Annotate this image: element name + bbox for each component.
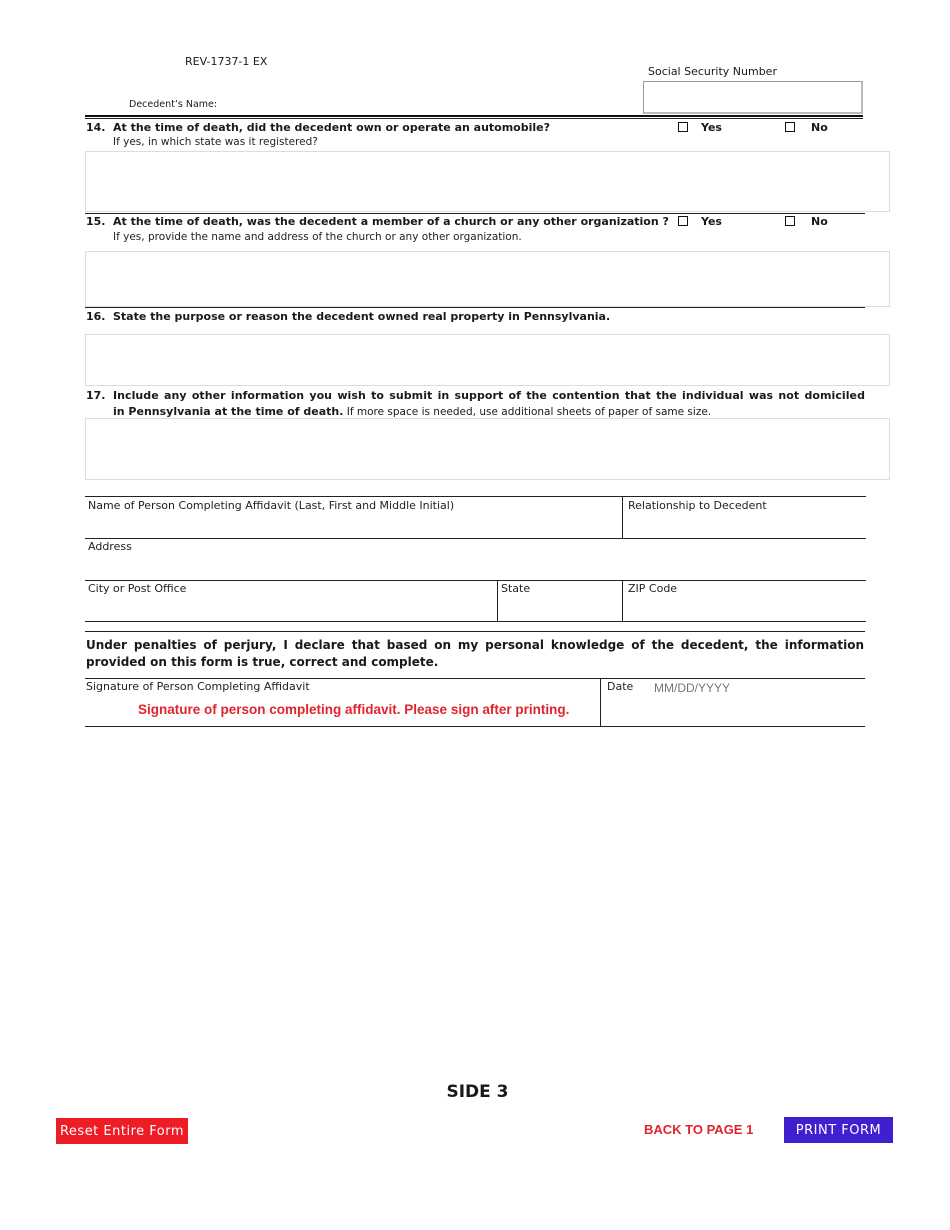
q14-rule	[85, 213, 865, 214]
q14-number: 14.	[86, 121, 106, 134]
q15-no-label: No	[811, 215, 828, 228]
q15-answer-input[interactable]	[85, 251, 890, 307]
q17-text-line2-rest: If more space is needed, use additional sheets of paper of same size.	[343, 406, 712, 418]
signature-divider	[600, 678, 601, 726]
affiant-row2-rule	[85, 580, 866, 581]
declaration-bottom-rule	[85, 726, 865, 727]
q15-text: At the time of death, was the decedent a member of a church or any other organization ?	[113, 215, 669, 228]
q15-rule	[85, 307, 865, 308]
ssn-input[interactable]	[643, 81, 863, 114]
city-input[interactable]	[88, 599, 496, 621]
side-label: SIDE 3	[446, 1082, 509, 1102]
city-label: City or Post Office	[88, 582, 187, 595]
affiant-name-input[interactable]	[88, 516, 620, 538]
decedent-name-input[interactable]	[220, 96, 644, 116]
state-divider	[622, 580, 623, 622]
date-input[interactable]	[652, 678, 816, 698]
affiant-name-divider	[622, 496, 623, 538]
q14-answer-input[interactable]	[85, 151, 890, 212]
q15-yes-label: Yes	[701, 215, 722, 228]
city-divider	[497, 580, 498, 622]
date-label: Date	[607, 680, 634, 693]
q14-yes-checkbox[interactable]	[678, 122, 688, 132]
declaration-text: Under penalties of perjury, I declare that based on my personal knowledge of the decedent, the information provided on this form is true, correct and complete.	[86, 638, 864, 669]
q16-text: State the purpose or reason the decedent owned real property in Pennsylvania.	[113, 310, 611, 323]
header-rule	[85, 115, 863, 117]
q17-text-line2	[113, 405, 711, 418]
q17-text-line1: Include any other information you wish to submit in support of the contention that the individual was not domiciled	[113, 389, 865, 402]
q14-sub: If yes, in which state was it registered?	[113, 136, 318, 148]
q16-answer-input[interactable]	[85, 334, 890, 386]
q15-sub: If yes, provide the name and address of the church or any other organization.	[113, 231, 522, 243]
signature-placeholder[interactable]: Signature of person completing affidavit. Please sign after printing.	[138, 702, 570, 717]
relationship-input[interactable]	[628, 516, 866, 538]
decedent-name-label: Decedent’s Name:	[129, 99, 218, 110]
signature-label: Signature of Person Completing Affidavit	[86, 680, 310, 693]
q17-answer-input[interactable]	[85, 418, 890, 480]
q14-text: At the time of death, did the decedent own or operate an automobile?	[113, 121, 550, 134]
state-input[interactable]	[501, 599, 622, 621]
affiant-row3-rule	[85, 621, 866, 622]
affiant-name-label: Name of Person Completing Affidavit (Last, First and Middle Initial)	[88, 499, 455, 512]
q17-number: 17.	[86, 389, 106, 402]
zip-input[interactable]	[628, 599, 866, 621]
form-number: REV-1737-1 EX	[185, 55, 268, 68]
zip-label: ZIP Code	[628, 582, 678, 595]
address-label: Address	[88, 540, 132, 553]
q14-no-checkbox[interactable]	[785, 122, 795, 132]
q15-no-checkbox[interactable]	[785, 216, 795, 226]
ssn-label: Social Security Number	[648, 65, 777, 78]
q14-no-label: No	[811, 121, 828, 134]
q15-number: 15.	[86, 215, 106, 228]
affiant-row1-rule	[85, 538, 866, 539]
q14-yes-label: Yes	[701, 121, 722, 134]
q17-text-line2-bold: in Pennsylvania at the time of death.	[113, 405, 344, 418]
q15-yes-checkbox[interactable]	[678, 216, 688, 226]
declaration-top-rule	[85, 631, 865, 632]
print-form-button[interactable]: PRINT FORM	[784, 1117, 893, 1143]
state-label: State	[501, 582, 531, 595]
address-input[interactable]	[88, 557, 866, 579]
affiant-top-rule	[85, 496, 866, 497]
back-to-page1-link[interactable]: BACK TO PAGE 1	[644, 1122, 754, 1137]
q16-number: 16.	[86, 310, 106, 323]
relationship-label: Relationship to Decedent	[628, 499, 767, 512]
reset-form-button[interactable]: Reset Entire Form	[56, 1118, 188, 1144]
header-rule-thin	[85, 118, 863, 119]
